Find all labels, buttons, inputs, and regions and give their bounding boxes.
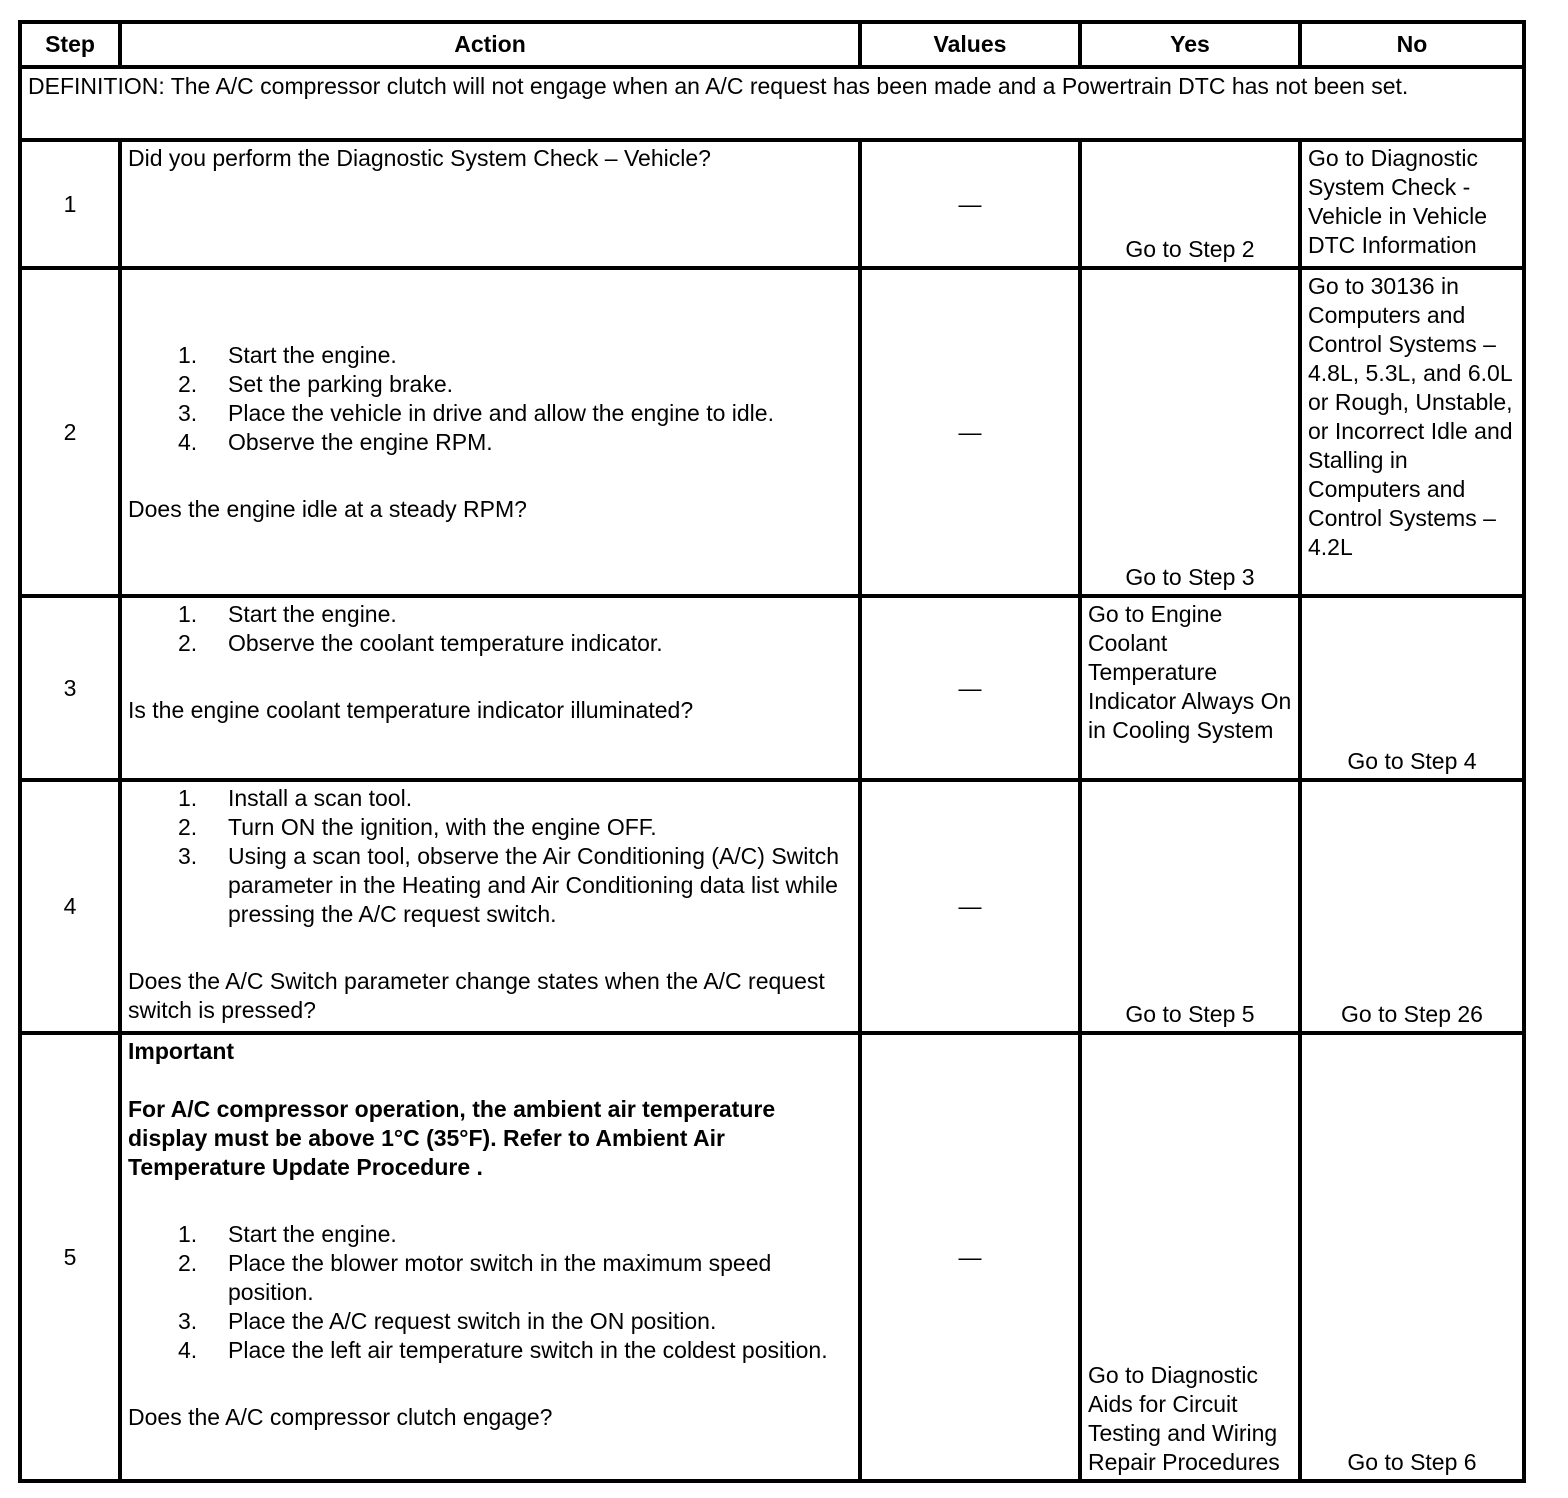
no-cell[interactable]: Go to Diagnostic System Check - Vehicle in Vehicle DTC Information — [1300, 140, 1524, 268]
header-row — [20, 22, 1524, 67]
header-no: No — [1300, 22, 1524, 67]
list-item: 1. Start the engine. — [178, 341, 397, 368]
no-link[interactable]: Go to Step 6 — [1347, 1449, 1477, 1475]
yes-cell — [1080, 268, 1300, 596]
header-yes: Yes — [1080, 22, 1300, 67]
list-item: 2. Set the parking brake. — [178, 370, 454, 397]
important-title: Important — [128, 1038, 235, 1064]
step-number: 3 — [20, 596, 120, 780]
list-item: 3. Place the vehicle in drive and allow the engine to idle. — [178, 399, 774, 426]
definition-text: DEFINITION: The A/C compressor clutch will not engage when an A/C request has been made and a Powertrain DTC has not been set. — [20, 67, 1524, 140]
yes-cell[interactable]: Go to Engine Coolant Temperature Indicator Always On in Cooling System — [1080, 596, 1300, 780]
list-item: 1. Start the engine. — [178, 601, 397, 627]
header-step: Step — [20, 22, 120, 67]
important-note: For A/C compressor operation, the ambient air temperature display must be above 1°C (35°F). Refer to Ambient Air Temperature Update Procedure . — [128, 1096, 776, 1180]
table-row — [20, 780, 1524, 1033]
header-values: Values — [860, 22, 1080, 67]
action-steps — [128, 784, 852, 929]
no-cell — [1300, 596, 1524, 780]
list-item: 2. Place the blower motor switch in the maximum speed position. — [178, 1250, 772, 1305]
question-text: Does the engine idle at a steady RPM? — [128, 495, 527, 522]
action-cell — [120, 140, 860, 268]
step-number: 4 — [20, 780, 120, 1033]
no-link[interactable]: Go to Step 26 — [1341, 1001, 1483, 1027]
list-item: 1. Install a scan tool. — [178, 785, 413, 811]
no-cell[interactable]: Go to 30136 in Computers and Control Systems – 4.8L, 5.3L, and 6.0L or Rough, Unstable, or Incorrect Idle and Stalling in Computers and Control Systems – 4.2L — [1300, 268, 1524, 596]
action-cell — [120, 596, 860, 780]
step-number: 2 — [20, 268, 120, 596]
list-item: 4. Place the left air temperature switch in the coldest position. — [178, 1337, 828, 1363]
question-text: Does the A/C compressor clutch engage? — [128, 1404, 553, 1430]
step-number: 5 — [20, 1033, 120, 1481]
yes-link[interactable]: Go to Step 5 — [1125, 1001, 1255, 1027]
values-cell: — — [860, 268, 1080, 596]
list-item: 4. Observe the engine RPM. — [178, 428, 493, 455]
definition-row — [20, 67, 1524, 140]
table-row — [20, 140, 1524, 268]
question-text: Is the engine coolant temperature indicator illuminated? — [128, 697, 694, 723]
values-cell: — — [860, 780, 1080, 1033]
yes-cell — [1080, 780, 1300, 1033]
table-row — [20, 1033, 1524, 1481]
table-row — [20, 596, 1524, 780]
no-link[interactable]: Go to Step 4 — [1347, 748, 1477, 774]
yes-link[interactable]: Go to Step 3 — [1125, 564, 1255, 590]
yes-cell — [1080, 1033, 1300, 1481]
list-item: 3. Using a scan tool, observe the Air Conditioning (A/C) Switch parameter in the Heating and Air Conditioning data list while pressing the A/C request switch. — [178, 843, 840, 927]
action-cell — [120, 268, 860, 596]
question-text: Does the A/C Switch parameter change states when the A/C request switch is pressed? — [128, 968, 825, 1023]
list-item: 2. Turn ON the ignition, with the engine OFF. — [178, 814, 657, 840]
values-cell: — — [860, 140, 1080, 268]
list-item: 1. Start the engine. — [178, 1221, 397, 1247]
action-cell — [120, 780, 860, 1033]
no-cell — [1300, 780, 1524, 1033]
question-text: Did you perform the Diagnostic System Check – Vehicle? — [128, 145, 711, 171]
header-action: Action — [120, 22, 860, 67]
step-number: 1 — [20, 140, 120, 268]
no-cell — [1300, 1033, 1524, 1481]
list-item: 3. Place the A/C request switch in the ON position. — [178, 1308, 717, 1334]
values-cell: — — [860, 1033, 1080, 1481]
values-cell: — — [860, 596, 1080, 780]
yes-link[interactable]: Go to Diagnostic Aids for Circuit Testing and Wiring Repair Procedures — [1088, 1362, 1280, 1475]
yes-cell — [1080, 140, 1300, 268]
action-steps — [128, 341, 852, 457]
list-item: 2. Observe the coolant temperature indicator. — [178, 630, 663, 656]
action-cell — [120, 1033, 860, 1481]
table-row — [20, 268, 1524, 596]
action-steps — [128, 600, 852, 658]
yes-link[interactable]: Go to Step 2 — [1125, 236, 1255, 262]
action-steps — [128, 1220, 852, 1365]
diagnostic-table — [18, 20, 1526, 1483]
